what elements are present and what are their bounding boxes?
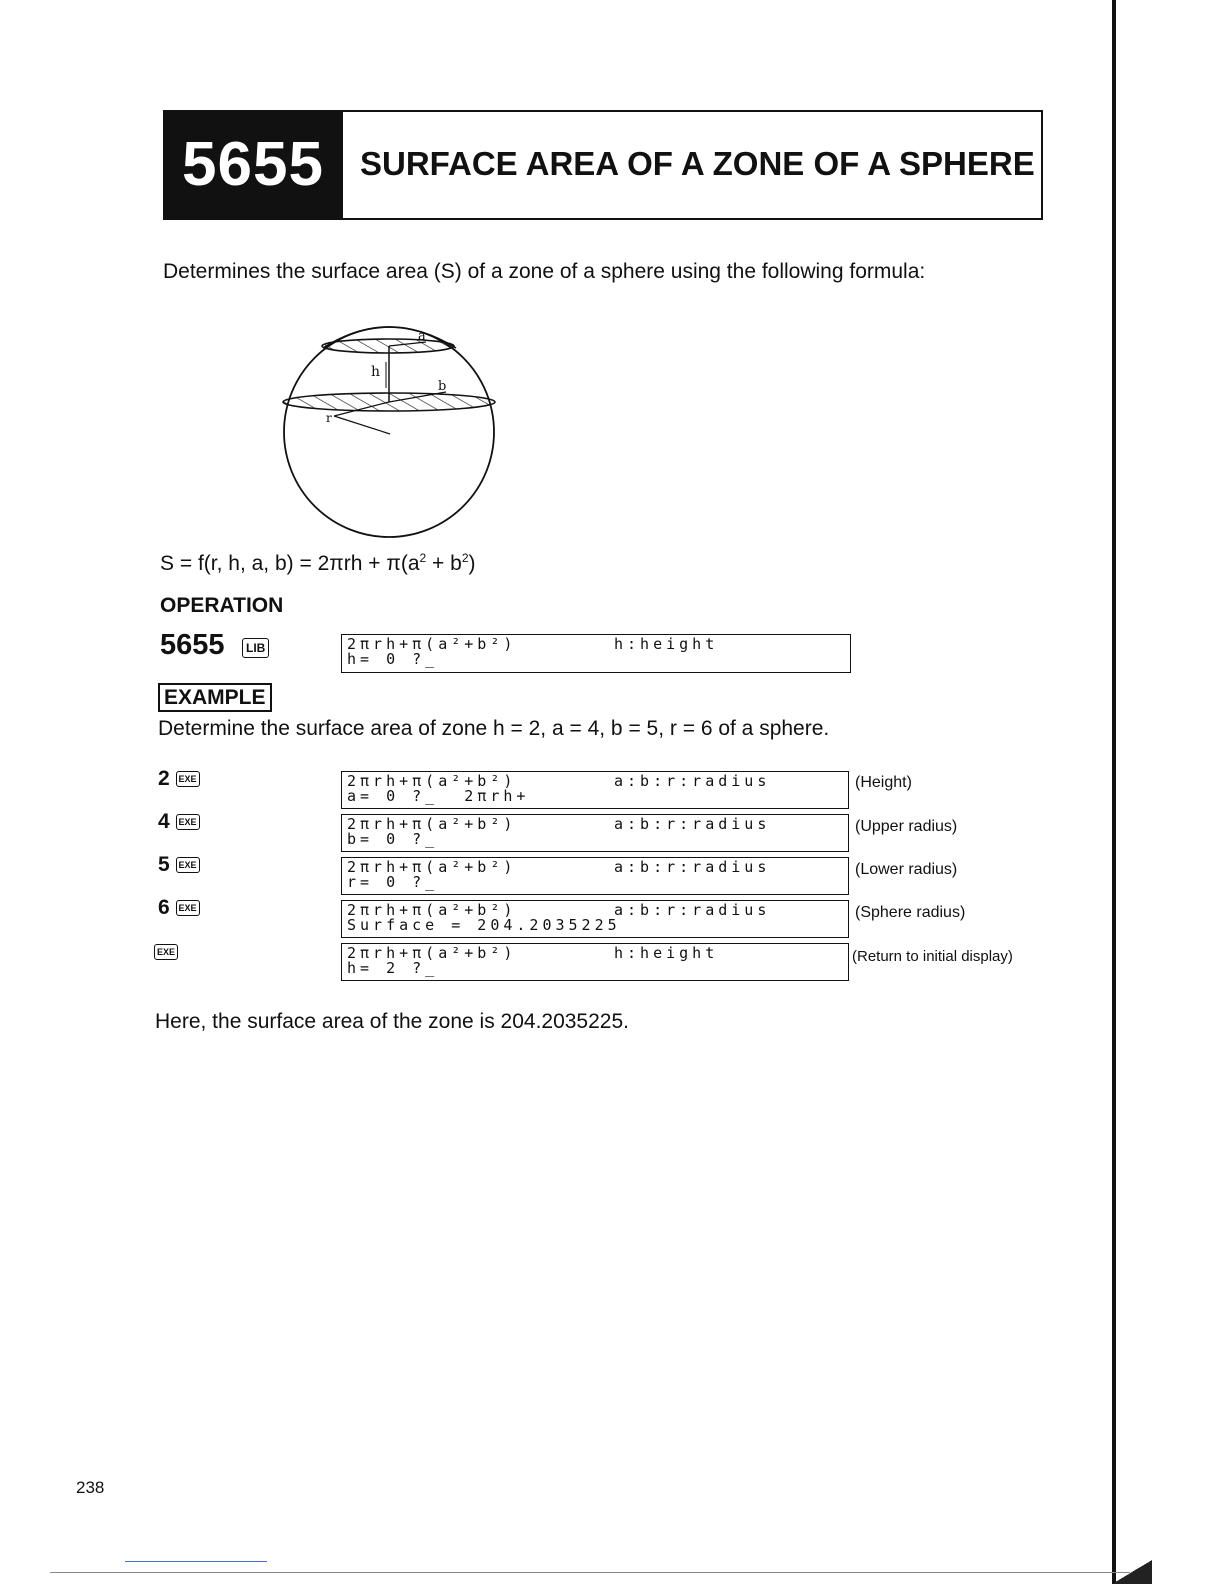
formula xyxy=(160,551,476,576)
step-note: (Sphere radius) xyxy=(855,904,966,921)
step-input: 4 xyxy=(158,810,170,833)
step-key xyxy=(154,940,178,964)
sphere-zone-diagram xyxy=(278,318,504,540)
lcd-display-initial xyxy=(341,634,851,673)
lcd-display-step xyxy=(341,814,849,852)
lcd-line2: a= 0 ?_ 2πrh+ xyxy=(347,787,530,805)
lcd-line1-right: a:b:r:radius xyxy=(614,815,771,833)
lcd-line1: 2πrh+π(a²+b²) xyxy=(347,635,517,653)
step-note: (Upper radius) xyxy=(855,818,958,835)
exe-key-icon: EXE xyxy=(154,944,178,960)
label-r: r xyxy=(326,411,332,425)
lib-key-icon: LIB xyxy=(242,638,269,658)
lcd-line1-right: h:height xyxy=(614,635,719,653)
lcd-display-step xyxy=(341,943,849,981)
page-title: SURFACE AREA OF A ZONE OF A SPHERE xyxy=(360,145,1035,182)
lcd-line1-right: h:height xyxy=(614,944,719,962)
lcd-line2: h= 0 ?_ xyxy=(347,650,439,668)
label-h: h xyxy=(371,364,381,380)
step-input: 5 xyxy=(158,853,170,876)
lcd-display-step xyxy=(341,900,849,938)
page-number: 238 xyxy=(76,1478,105,1497)
step-key xyxy=(158,853,200,877)
program-number-badge: 5655 xyxy=(163,110,343,220)
exe-key-icon: EXE xyxy=(176,857,200,873)
formula-end: ) xyxy=(468,552,476,575)
intro-text: Determines the surface area (S) of a zone of a sphere using the following formula: xyxy=(163,260,926,283)
step-note: (Return to initial display) xyxy=(852,948,1013,965)
lcd-display-step xyxy=(341,771,849,809)
step-input: 2 xyxy=(158,767,170,790)
conclusion-text: Here, the surface area of the zone is 204.2035225. xyxy=(155,1010,629,1033)
lcd-line1: 2πrh+π(a²+b²) xyxy=(347,815,517,833)
scan-blue-line xyxy=(125,1561,267,1562)
formula-main: S = f(r, h, a, b) = 2πrh + π(a xyxy=(160,552,420,575)
lcd-line1: 2πrh+π(a²+b²) xyxy=(347,772,517,790)
example-description: Determine the surface area of zone h = 2, a = 4, b = 5, r = 6 of a sphere. xyxy=(158,717,830,740)
step-note: (Lower radius) xyxy=(855,861,958,878)
exe-key-icon: EXE xyxy=(176,771,200,787)
exe-key-icon: EXE xyxy=(176,814,200,830)
lcd-line2: b= 0 ?_ xyxy=(347,830,439,848)
example-label: EXAMPLE xyxy=(158,683,272,712)
formula-sup-b: 2 xyxy=(461,551,469,565)
scan-edge xyxy=(1112,0,1116,1584)
lcd-line2: r= 0 ?_ xyxy=(347,873,439,891)
lcd-line1: 2πrh+π(a²+b²) xyxy=(347,944,517,962)
formula-sup-a: 2 xyxy=(419,551,427,565)
lcd-line1-right: a:b:r:radius xyxy=(614,901,771,919)
lcd-line1: 2πrh+π(a²+b²) xyxy=(347,901,517,919)
lcd-display-step xyxy=(341,857,849,895)
formula-mid: + b xyxy=(426,552,462,575)
exe-key-icon: EXE xyxy=(176,900,200,916)
step-note: (Height) xyxy=(855,774,912,791)
step-input: 6 xyxy=(158,896,170,919)
lcd-line2: Surface = 204.2035225 xyxy=(347,916,621,934)
lcd-line1: 2πrh+π(a²+b²) xyxy=(347,858,517,876)
operation-program-number: 5655 xyxy=(160,629,225,661)
lcd-line2: h= 2 ?_ xyxy=(347,959,439,977)
step-key xyxy=(158,896,200,920)
scan-bottom-edge xyxy=(50,1572,1130,1573)
step-key xyxy=(158,767,200,791)
lcd-line1-right: a:b:r:radius xyxy=(614,858,771,876)
label-b: b xyxy=(438,379,447,394)
step-key xyxy=(158,810,200,834)
label-a: a xyxy=(418,329,426,344)
lcd-line1-right: a:b:r:radius xyxy=(614,772,771,790)
operation-heading: OPERATION xyxy=(160,594,284,617)
